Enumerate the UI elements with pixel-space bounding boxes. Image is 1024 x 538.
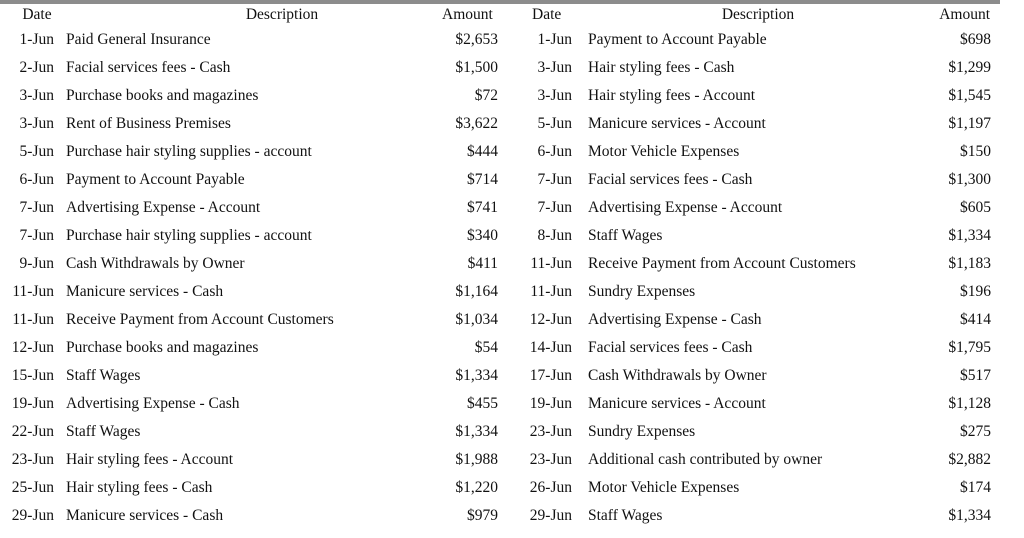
left-description-cell: Receive Payment from Account Customers [66, 311, 334, 328]
left-date-cell: 11-Jun [12, 311, 54, 328]
left-description-cell: Payment to Account Payable [66, 171, 245, 188]
right-description-cell: Advertising Expense - Cash [588, 311, 762, 328]
table-row [0, 54, 1000, 82]
left-amount-cell: $54 [474, 339, 498, 356]
right-amount-cell: $150 [960, 143, 991, 160]
right-amount-cell: $1,795 [948, 339, 991, 356]
left-description-cell: Hair styling fees - Cash [66, 479, 213, 496]
right-amount-cell: $1,299 [948, 59, 991, 76]
left-date-cell: 15-Jun [11, 367, 54, 384]
left-description-cell: Hair styling fees - Account [66, 451, 234, 468]
right-description-cell: Additional cash contributed by owner [588, 451, 823, 468]
table-row [0, 306, 1000, 334]
right-description-cell: Hair styling fees - Account [588, 87, 756, 104]
right-description-cell: Facial services fees - Cash [588, 171, 753, 188]
left-amount-cell: $1,034 [455, 311, 498, 328]
table-row [0, 502, 1000, 530]
left-date-cell: 22-Jun [11, 423, 54, 440]
right-description-cell: Hair styling fees - Cash [588, 59, 735, 76]
left-amount-cell: $72 [474, 87, 498, 104]
right-date-cell: 7-Jun [537, 171, 572, 188]
right-description-cell: Sundry Expenses [588, 283, 696, 300]
right-date-cell: 26-Jun [529, 479, 572, 496]
right-amount-cell: $1,183 [948, 255, 991, 272]
table-row [0, 334, 1000, 362]
right-date-cell: 5-Jun [537, 115, 572, 132]
right-description-cell: Manicure services - Account [588, 395, 766, 412]
left-description-cell: Purchase books and magazines [66, 87, 259, 104]
right-amount-cell: $1,334 [948, 507, 991, 524]
table-row [0, 278, 1000, 306]
right-date-cell: 1-Jun [537, 31, 572, 48]
right-date-cell: 7-Jun [537, 199, 572, 216]
right-description-cell: Receive Payment from Account Customers [588, 255, 856, 272]
header-date-right: Date [532, 6, 562, 23]
table-row [0, 250, 1000, 278]
left-amount-cell: $455 [467, 395, 498, 412]
left-date-cell: 3-Jun [19, 87, 54, 104]
right-date-cell: 3-Jun [537, 87, 572, 104]
table-row [0, 474, 1000, 502]
right-description-cell: Motor Vehicle Expenses [588, 479, 740, 496]
left-date-cell: 23-Jun [11, 451, 54, 468]
left-amount-cell: $1,500 [455, 59, 498, 76]
header-description-left: Description [245, 6, 319, 23]
left-date-cell: 3-Jun [19, 115, 54, 132]
table-row [0, 418, 1000, 446]
right-date-cell: 6-Jun [537, 143, 572, 160]
right-date-cell: 11-Jun [530, 283, 572, 300]
right-description-cell: Advertising Expense - Account [588, 199, 783, 216]
right-date-cell: 14-Jun [529, 339, 572, 356]
right-amount-cell: $2,882 [948, 451, 991, 468]
header-date-left: Date [22, 6, 52, 23]
left-description-cell: Manicure services - Cash [66, 283, 224, 300]
right-amount-cell: $517 [960, 367, 991, 384]
table-body [0, 26, 1000, 530]
right-description-cell: Manicure services - Account [588, 115, 766, 132]
right-amount-cell: $196 [960, 283, 991, 300]
table-row [0, 222, 1000, 250]
header-amount-left: Amount [442, 6, 493, 23]
left-description-cell: Purchase books and magazines [66, 339, 259, 356]
left-description-cell: Paid General Insurance [66, 31, 211, 48]
right-description-cell: Facial services fees - Cash [588, 339, 753, 356]
right-description-cell: Motor Vehicle Expenses [588, 143, 740, 160]
left-amount-cell: $979 [467, 507, 498, 524]
left-amount-cell: $741 [467, 199, 498, 216]
left-date-cell: 2-Jun [19, 59, 54, 76]
left-amount-cell: $1,988 [455, 451, 498, 468]
table-row [0, 446, 1000, 474]
left-amount-cell: $444 [467, 143, 498, 160]
right-date-cell: 3-Jun [537, 59, 572, 76]
left-date-cell: 11-Jun [12, 283, 54, 300]
left-description-cell: Purchase hair styling supplies - account [66, 227, 312, 244]
left-description-cell: Staff Wages [66, 423, 141, 440]
right-description-cell: Cash Withdrawals by Owner [588, 367, 767, 384]
left-amount-cell: $411 [467, 255, 498, 272]
header-description-right: Description [721, 6, 795, 23]
left-date-cell: 6-Jun [19, 171, 54, 188]
right-amount-cell: $174 [960, 479, 991, 496]
table-row [0, 390, 1000, 418]
left-amount-cell: $1,220 [455, 479, 498, 496]
right-date-cell: 12-Jun [529, 311, 572, 328]
left-date-cell: 29-Jun [11, 507, 54, 524]
right-amount-cell: $1,545 [948, 87, 991, 104]
left-description-cell: Advertising Expense - Cash [66, 395, 240, 412]
right-amount-cell: $275 [960, 423, 991, 440]
header-amount-right: Amount [939, 6, 990, 23]
transactions-table [0, 4, 1000, 530]
left-date-cell: 5-Jun [19, 143, 54, 160]
left-date-cell: 12-Jun [11, 339, 54, 356]
right-amount-cell: $1,334 [948, 227, 991, 244]
right-amount-cell: $605 [960, 199, 991, 216]
table-row [0, 166, 1000, 194]
left-date-cell: 19-Jun [11, 395, 54, 412]
right-date-cell: 23-Jun [529, 451, 572, 468]
right-date-cell: 17-Jun [529, 367, 572, 384]
right-amount-cell: $414 [960, 311, 991, 328]
right-date-cell: 29-Jun [529, 507, 572, 524]
left-date-cell: 1-Jun [19, 31, 54, 48]
left-amount-cell: $2,653 [455, 31, 498, 48]
table-row [0, 194, 1000, 222]
table-row [0, 110, 1000, 138]
left-amount-cell: $714 [467, 171, 498, 188]
right-date-cell: 11-Jun [530, 255, 572, 272]
right-description-cell: Sundry Expenses [588, 423, 696, 440]
left-description-cell: Staff Wages [66, 367, 141, 384]
header-row [0, 4, 1000, 26]
left-date-cell: 9-Jun [19, 255, 54, 272]
right-date-cell: 8-Jun [537, 227, 572, 244]
right-description-cell: Staff Wages [588, 507, 663, 524]
left-description-cell: Purchase hair styling supplies - account [66, 143, 312, 160]
left-description-cell: Advertising Expense - Account [66, 199, 261, 216]
left-amount-cell: $340 [467, 227, 498, 244]
right-description-cell: Staff Wages [588, 227, 663, 244]
table-row [0, 362, 1000, 390]
table-row [0, 26, 1000, 54]
left-amount-cell: $1,164 [455, 283, 498, 300]
left-date-cell: 25-Jun [11, 479, 54, 496]
left-description-cell: Rent of Business Premises [66, 115, 231, 132]
left-date-cell: 7-Jun [19, 199, 54, 216]
right-amount-cell: $1,300 [948, 171, 991, 188]
left-description-cell: Cash Withdrawals by Owner [66, 255, 245, 272]
right-description-cell: Payment to Account Payable [588, 31, 767, 48]
right-amount-cell: $1,197 [948, 115, 991, 132]
table-row [0, 82, 1000, 110]
left-amount-cell: $1,334 [455, 423, 498, 440]
left-amount-cell: $3,622 [455, 115, 498, 132]
left-date-cell: 7-Jun [19, 227, 54, 244]
right-date-cell: 19-Jun [529, 395, 572, 412]
left-description-cell: Facial services fees - Cash [66, 59, 231, 76]
right-date-cell: 23-Jun [529, 423, 572, 440]
table-row [0, 138, 1000, 166]
left-description-cell: Manicure services - Cash [66, 507, 224, 524]
right-amount-cell: $698 [960, 31, 991, 48]
right-amount-cell: $1,128 [948, 395, 991, 412]
left-amount-cell: $1,334 [455, 367, 498, 384]
